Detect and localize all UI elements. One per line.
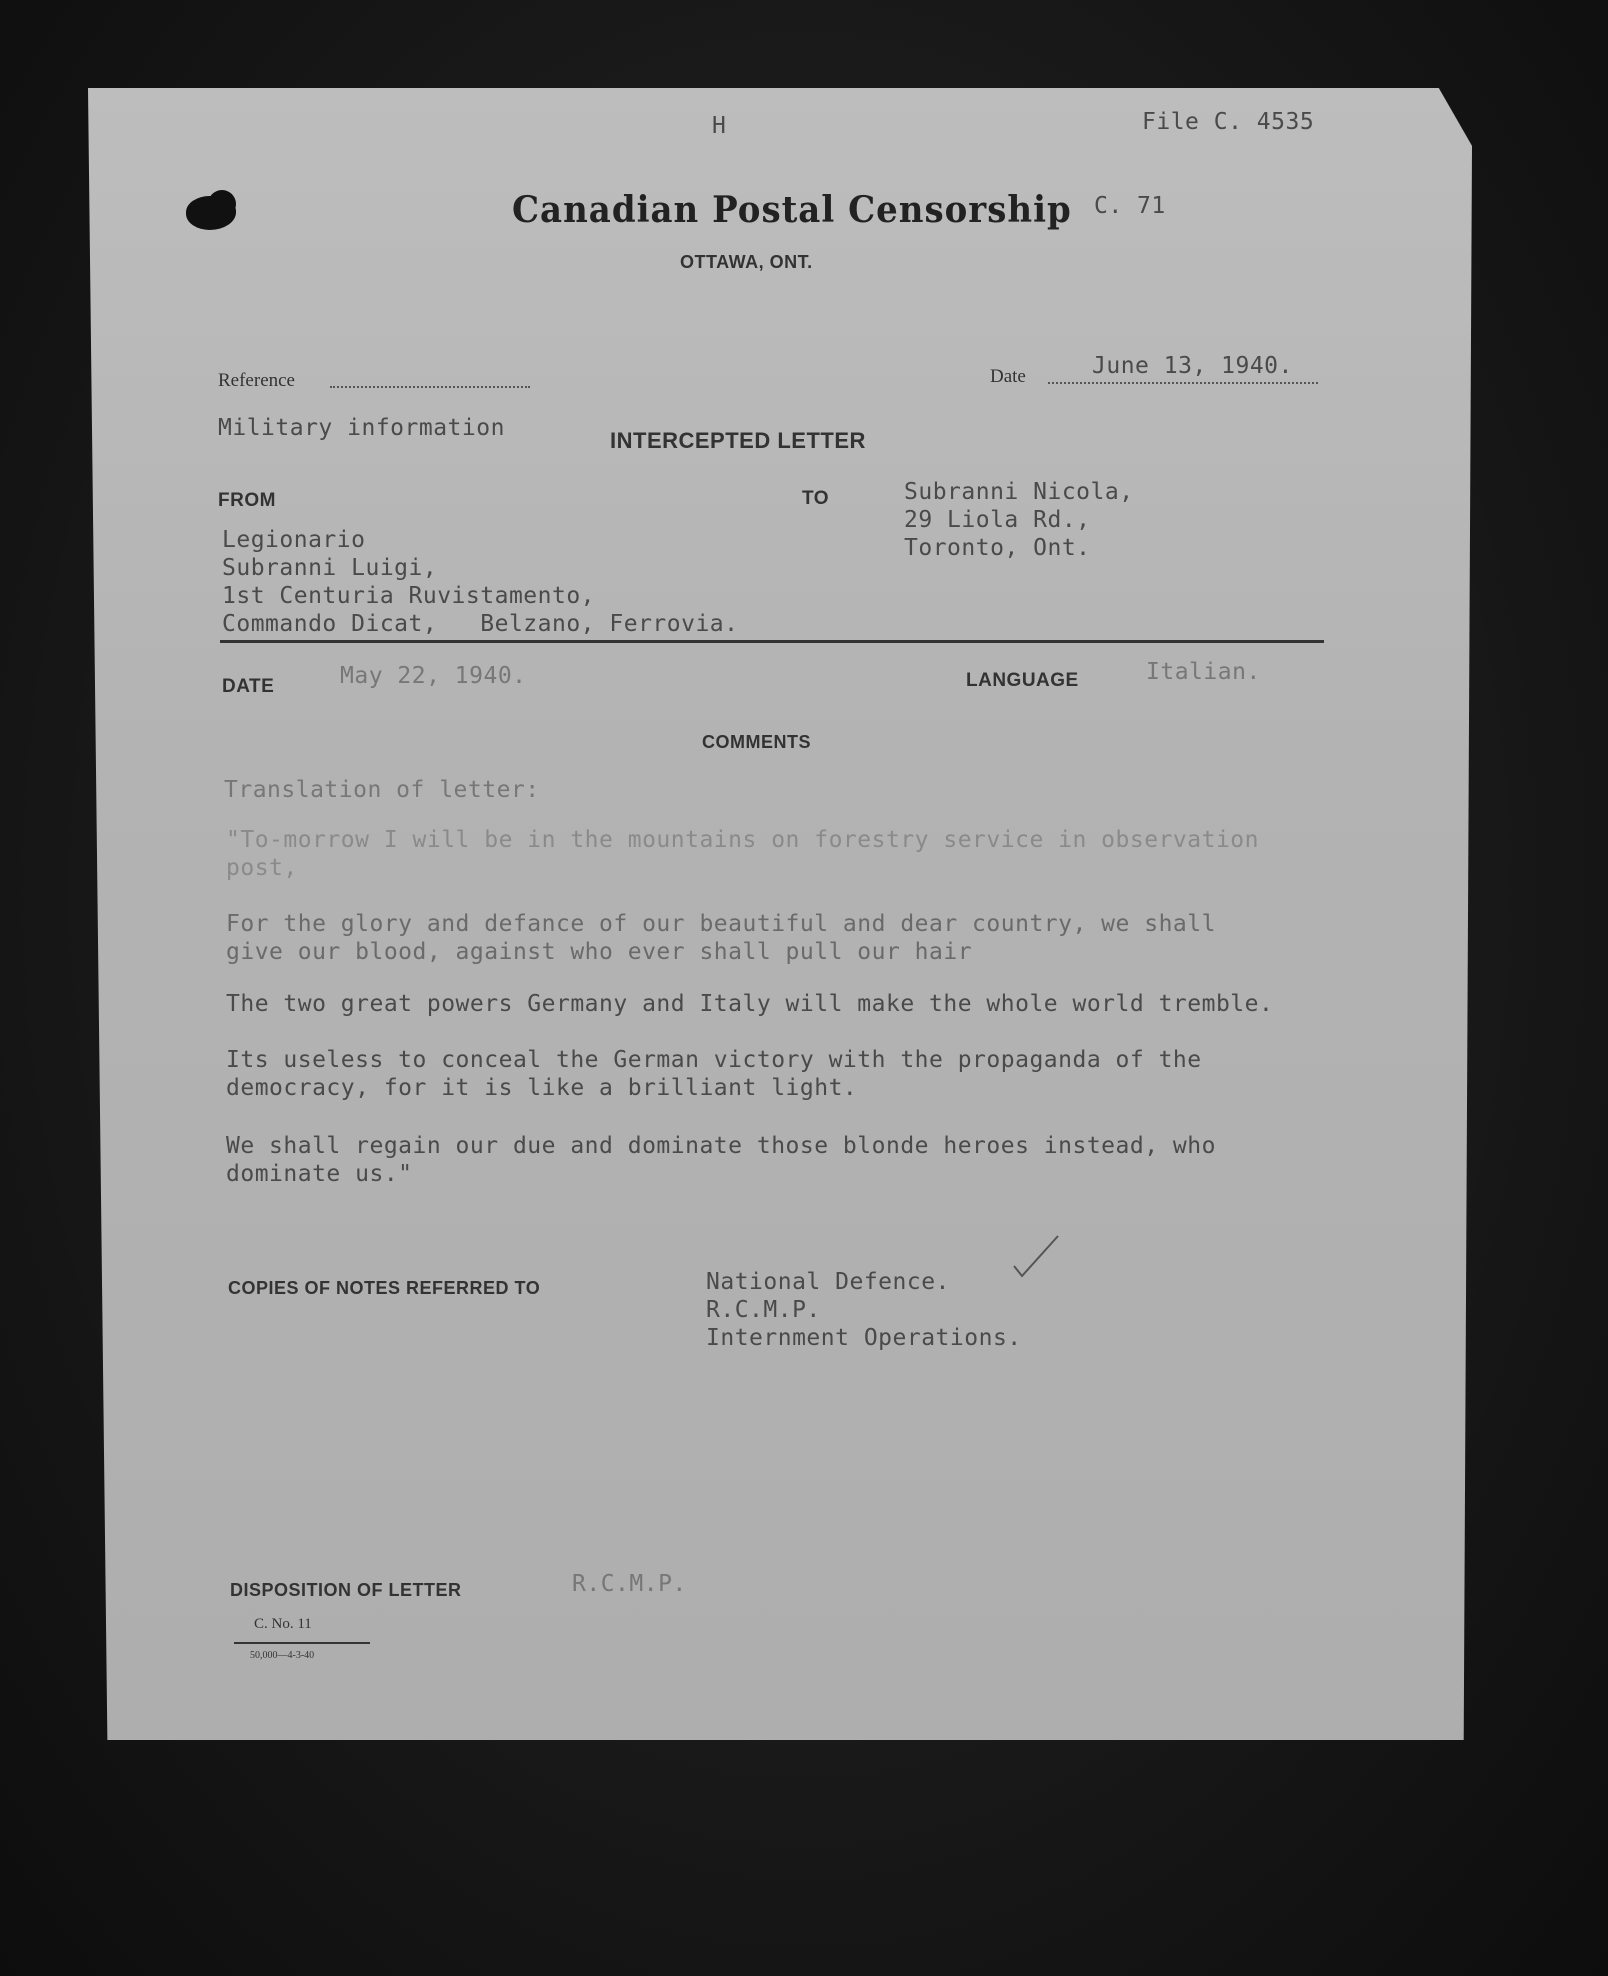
copies-line-2: R.C.M.P. (706, 1297, 821, 1323)
reference-label: Reference (218, 370, 295, 391)
comments-label: COMMENTS (702, 732, 811, 752)
letter-date-value: May 22, 1940. (340, 663, 527, 689)
date-value: June 13, 1940. (1092, 353, 1293, 379)
to-line-2: 29 Liola Rd., (904, 507, 1091, 533)
to-line-1: Subranni Nicola, (904, 479, 1134, 505)
copies-line-3: Internment Operations. (706, 1325, 1022, 1351)
form-number-rule (234, 1642, 370, 1644)
disposition-value: R.C.M.P. (572, 1571, 687, 1597)
comments-intro: Translation of letter: (224, 777, 540, 803)
from-line-4: Commando Dicat, Belzano, Ferrovia. (222, 611, 739, 637)
paragraph-1-line-1: "To-morrow I will be in the mountains on forestry service in observation (226, 827, 1259, 853)
to-label: TO (802, 488, 830, 509)
from-line-1: Legionario (222, 527, 366, 553)
form-title: Canadian Postal Censorship (512, 188, 1072, 232)
form-heading: INTERCEPTED LETTER (610, 428, 866, 453)
from-line-2: Subranni Luigi, (222, 555, 438, 581)
print-run: 50,000—4-3-40 (250, 1650, 315, 1661)
paragraph-3-line-1: The two great powers Germany and Italy will make the whole world tremble. (226, 991, 1274, 1017)
language-value: Italian. (1146, 659, 1261, 685)
paragraph-2-line-1: For the glory and defance of our beautiful and dear country, we shall (226, 911, 1216, 937)
paragraph-5-line-1: We shall regain our due and dominate those blonde heroes instead, who (226, 1133, 1216, 1159)
from-label: FROM (218, 490, 276, 511)
to-line-3: Toronto, Ont. (904, 535, 1091, 561)
paragraph-4-line-1: Its useless to conceal the German victory with the propaganda of the (226, 1047, 1202, 1073)
copies-label: COPIES OF NOTES REFERRED TO (228, 1278, 541, 1298)
date-label: Date (990, 366, 1026, 387)
mark-h: H (712, 113, 727, 139)
reference-value: Military information (218, 415, 505, 441)
disposition-label: DISPOSITION OF LETTER (230, 1580, 462, 1600)
language-label: LANGUAGE (966, 670, 1079, 691)
from-line-3: 1st Centuria Ruvistamento, (222, 583, 596, 609)
letter-date-label: DATE (222, 676, 275, 697)
divider-rule (220, 640, 1324, 643)
paragraph-1-line-2: post, (226, 855, 298, 881)
copies-line-1: National Defence. (706, 1269, 950, 1295)
reference-line (330, 386, 530, 388)
form-location: OTTAWA, ONT. (680, 252, 813, 272)
date-line (1048, 382, 1318, 384)
file-number: File C. 4535 (1142, 109, 1315, 135)
paragraph-5-line-2: dominate us." (226, 1161, 413, 1187)
form-code: C. 71 (1094, 193, 1166, 219)
form-number: C. No. 11 (254, 1616, 312, 1632)
paragraph-4-line-2: democracy, for it is like a brilliant light. (226, 1075, 858, 1101)
paragraph-2-line-2: give our blood, against who ever shall pull our hair (226, 939, 973, 965)
check-mark-icon (1012, 1232, 1062, 1282)
